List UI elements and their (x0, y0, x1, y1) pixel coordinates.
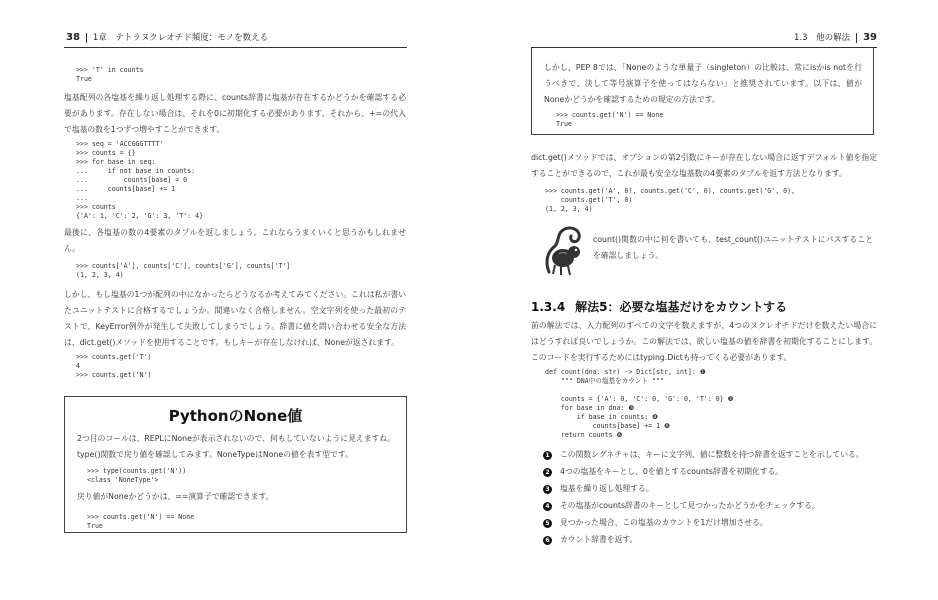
right-section-title: 1.3 他の解法 (794, 33, 851, 43)
code-block-get: >>> counts.get('T') 4 >>> counts.get('N') (76, 353, 152, 379)
paragraph-solution5: 前の解法では、入力配列のすべての文字を数えますが、4つのヌクレオチドだけを数えたい場合にはどうすれば良いでしょうか。この解法では、欲しい塩基の値を辞書を初期化することにします。このコードを実行するためにはtyping.Dictも持ってくる必要があります。 (531, 321, 877, 362)
code-block-tuple: >>> counts['A'], counts['C'], counts['G'], counts['T'] (1, 2, 3, 4) (76, 262, 291, 279)
note-animal-icon (541, 222, 589, 278)
callout-number-badge: 2 (543, 468, 552, 477)
callout-text: 見つかった場合、この塩基のカウントを1だけ増加させる。 (560, 518, 768, 527)
code-block-count-function: def count(dna: str) -> Dict[str, int]: ❶ """ DNA中の塩基をカウント """ counts = {'A': 0, 'C': 0, 'G': 0, 'T': 0} ❷ for base in dna: ❸ if base in counts: ❹ counts[base] += 1 ❺ return counts ❻ (545, 368, 734, 439)
sidebar-none-value (64, 396, 407, 533)
paragraph-return-tuple: 最後に、各塩基の数の4要素のタプルを返しましょう。これならうまくいくと思うかもしれません。 (64, 228, 406, 253)
sidebar-title: PythonのNone値 (168, 407, 303, 425)
callout-text: 塩基を繰り返し処理する。 (560, 484, 654, 493)
callout-text: この関数シグネチャは、キーに文字列、値に整数を持つ辞書を返すことを示している。 (560, 450, 864, 459)
callout-text: カウント辞書を返す。 (560, 535, 638, 544)
left-running-head (66, 30, 406, 46)
callout-item (543, 500, 820, 512)
sidebar-code-type: >>> type(counts.get('N')) <class 'NoneType'> (87, 467, 187, 484)
sidebar-code-equals: >>> counts.get('N') == None True (87, 513, 195, 530)
section-heading-text: 解法5：必要な塩基だけをカウントする (575, 300, 788, 314)
code-block-get-default: >>> counts.get('A', 0), counts.get('C', 0), counts.get('G', 0), counts.get('T', 0) (1, 2, 3, 4) (545, 187, 796, 213)
callout-item (543, 466, 783, 478)
callout-number-badge: 1 (543, 451, 552, 460)
section-heading-number: 1.3.4 (531, 300, 566, 314)
sidebar-paragraph-equals: 戻り値がNoneかどうかは、==演算子で確認できます。 (77, 492, 274, 501)
right-running-head (531, 30, 877, 46)
code-block-in-counts: >>> 'T' in counts True (76, 66, 144, 83)
callout-item (543, 534, 637, 546)
section-heading (531, 298, 787, 315)
callout-number-badge: 6 (543, 536, 552, 545)
callout-text: 4つの塩基をキーとし、0を値とするcounts辞書を初期化する。 (560, 467, 784, 476)
callout-number-badge: 3 (543, 485, 552, 494)
paragraph-keyerror: しかし、もし塩基の1つが配列の中になかったらどうなるか考えてみてください。これは私が書いたユニットテストに合格するでしょうか。間違いなく合格しません。空文字列を使った最初のテストで、KeyError例外が発生して失敗してしまうでしょう。辞書に値を問い合わせる安全な方法は、dict.get()メソッドを使用することです。もしキーが存在しなければ、Noneが返されます。 (64, 290, 406, 347)
code-block-for-loop: >>> seq = 'ACCGGGTTTT' >>> counts = {} >>> for base in seq: ... if not base in counts: ... counts[base] = 0 ... counts[base] += 1 ... >>> counts {'A': 1, 'C': 2, 'G': 3, 'T': 4} (76, 140, 204, 220)
box-paragraph-pep8: しかし、PEP 8では、「Noneのような単量子（singleton）の比較は、常にisかis notを行うべきで、決して等号演算子を使ってはならない」と推奨されています。以下は、値がNoneかどうかを確認するための規定の方法です。 (544, 63, 862, 104)
right-page (469, 0, 938, 600)
sidebar-continued (531, 48, 874, 135)
callout-number-badge: 5 (543, 519, 552, 528)
left-header-rule (64, 47, 407, 48)
callout-item (543, 517, 768, 529)
note-text: count()関数の中に何を書いても、test_count()ユニットテストにパスすることを確認しましょう。 (593, 235, 873, 260)
paragraph-init-counts: 塩基配列の各塩基を繰り返し処理する際に、counts辞書に塩基が存在するかどうかを確認する必要があります。存在しない場合は、それを0に初期化する必要があります。それから、+=の代入で塩基の数を1つずつ増やすことができます。 (64, 93, 406, 134)
box-code-equals: >>> counts.get('N') == None True (556, 111, 664, 128)
callout-item (543, 449, 864, 461)
callout-number-badge: 4 (543, 502, 552, 511)
left-chapter-title: 1章 テトラヌクレオチド頻度：モノを数える (92, 33, 269, 43)
right-page-number: 39 (863, 32, 877, 43)
sidebar-paragraph-type: 2つ目のコールは、REPLにNoneが表示されないので、何もしていないように見えますね。type()関数で戻り値を確認してみます。NoneTypeはNoneの値を表す型です。 (77, 434, 395, 459)
callout-item (543, 483, 654, 495)
paragraph-get-default: dict.get()メソッドでは、オプションの第2引数にキーが存在しない場合に返すデフォルト値を指定することができるので、これが最も安全な塩基数の4要素のタプルを返す方法となります。 (531, 153, 877, 178)
left-page-number: 38 (66, 32, 80, 43)
callout-text: その塩基がcounts辞書のキーとして見つかったかどうかをチェックする。 (560, 501, 820, 510)
